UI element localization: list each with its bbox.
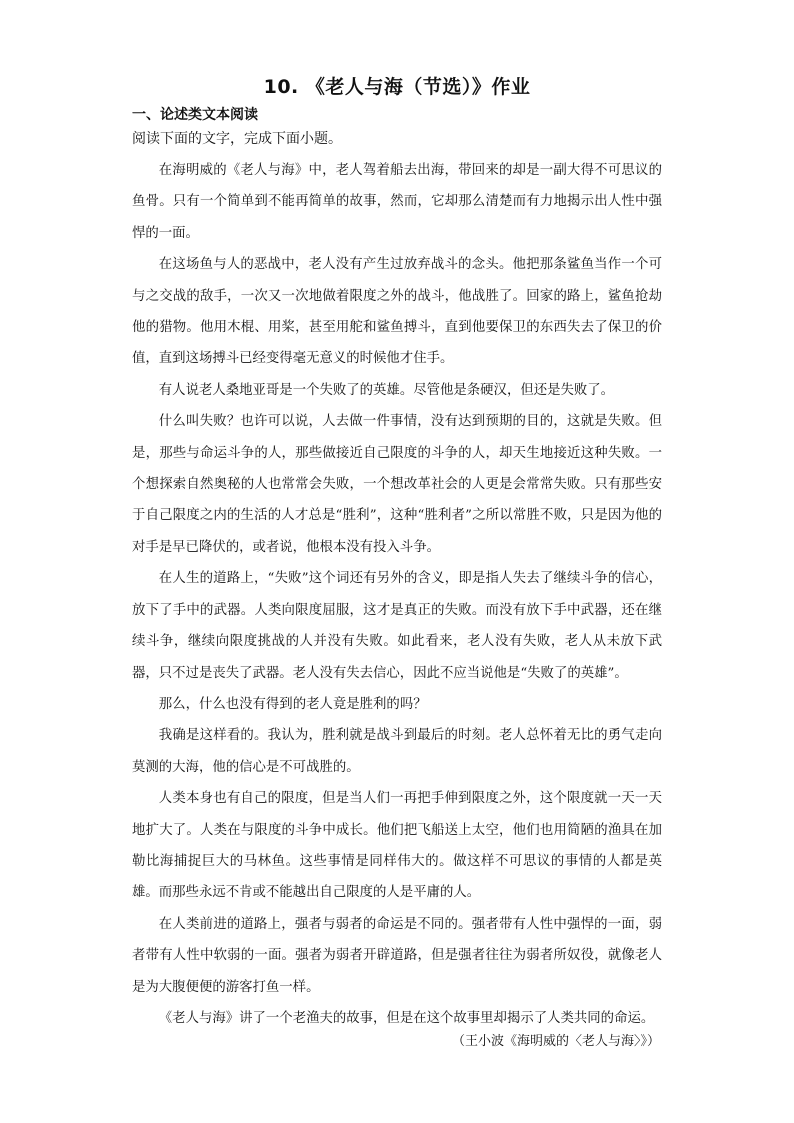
section-heading: 一、论述类文本阅读 xyxy=(132,107,258,123)
passage-paragraph: 那么，什么也没有得到的老人竟是胜利的吗？ xyxy=(158,696,427,712)
reading-passage xyxy=(132,155,662,1034)
passage-paragraph: 在人生的道路上，“失败”这个词还有另外的含义，即是指人失去了继续斗争的信心，放下了手中的武器。人类向限度屈服，这才是真正的失败。而没有放下手中武器，还在继续斗争，继续向限度挑战的人并没有失败。如此看来，老人没有失败，老人从未放下武器，只不过是丧失了武器。老人没有失去信心，因此不应当说他是“失败了的英雄”。 xyxy=(132,571,662,681)
passage-paragraph: 在海明威的《老人与海》中，老人驾着船去出海，带回来的却是一副大得不可思议的鱼骨。只有一个简单到不能再简单的故事，然而，它却那么清楚而有力地揭示出人性中强悍的一面。 xyxy=(132,163,662,241)
passage-paragraph: 《老人与海》讲了一个老渔夫的故事，但是在这个故事里却揭示了人类共同的命运。 xyxy=(158,1010,655,1026)
document-title: 10. 《老人与海（节选）》作业 xyxy=(263,76,531,98)
passage-paragraph: 我确是这样看的。我认为，胜利就是战斗到最后的时刻。老人总怀着无比的勇气走向莫测的大海，他的信心是不可战胜的。 xyxy=(132,728,662,775)
passage-paragraph: 什么叫失败？也许可以说，人去做一件事情，没有达到预期的目的，这就是失败。但是，那些与命运斗争的人，那些做接近自己限度的斗争的人，却天生地接近这种失败。一个想探索自然奥秘的人也常常会失败，一个想改革社会的人更是会常常失败。只有那些安于自己限度之内的生活的人才总是“胜利”，这种“胜利者”之所以常胜不败，只是因为他的对手是早已降伏的，或者说，他根本没有投入斗争。 xyxy=(132,414,662,555)
passage-source: （王小波《海明威的〈老人与海〉》） xyxy=(451,1034,660,1049)
passage-paragraph: 有人说老人桑地亚哥是一个失败了的英雄。尽管他是条硬汉，但还是失败了。 xyxy=(158,382,615,398)
passage-paragraph: 人类本身也有自己的限度，但是当人们一再把手伸到限度之外，这个限度就一天一天地扩大了。人类在与限度的斗争中成长。他们把飞船送上太空，他们也用简陋的渔具在加勒比海捕捉巨大的马林鱼。这些事情是同样伟大的。做这样不可思议的事情的人都是英雄。而那些永远不肯或不能越出自己限度的人是平庸的人。 xyxy=(132,791,662,901)
passage-paragraph: 在人类前进的道路上，强者与弱者的命运是不同的。强者带有人性中强悍的一面，弱者带有人性中软弱的一面。强者为弱者开辟道路，但是强者往往为弱者所奴役，就像老人是为大腹便便的游客打鱼一样。 xyxy=(132,916,662,995)
passage-paragraph: 在这场鱼与人的恶战中，老人没有产生过放弃战斗的念头。他把那条鲨鱼当作一个可与之交战的敌手，一次又一次地做着限度之外的战斗，他战胜了。回家的路上，鲨鱼抢劫他的猎物。他用木棍、用桨，甚至用舵和鲨鱼搏斗，直到他要保卫的东西失去了保卫的价值，直到这场搏斗已经变得毫无意义的时候他才住手。 xyxy=(132,257,662,367)
reading-instruction: 阅读下面的文字，完成下面小题。 xyxy=(132,131,342,147)
